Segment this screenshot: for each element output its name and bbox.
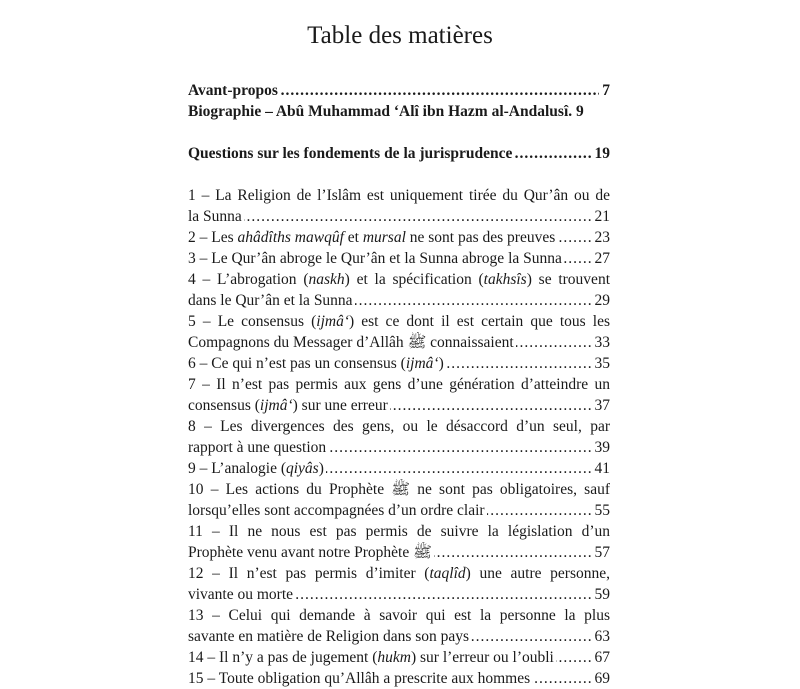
toc-entry-text: consensus (ijmâ‘) sur une erreur <box>188 397 388 414</box>
toc-entry-label: Biographie – Abû Muhammad ‘Alî ibn Hazm al-Andalusî. <box>188 103 573 120</box>
toc-entry-text: 14 – Il n’y a pas de jugement (hukm) sur l’erreur ou l’oubli <box>188 649 554 666</box>
toc-entry-text: 5 – Le consensus (ijmâ‘) est ce dont il est certain que tous les <box>188 313 610 330</box>
toc-entry-text: 13 – Celui qui demande à savoir qui est la personne la plus <box>188 607 610 624</box>
toc-entry-3[interactable] <box>188 248 610 269</box>
toc-entry-text: 1 – La Religion de l’Islâm est uniquement tirée du Qur’ân ou de <box>188 187 610 204</box>
toc-entry-10-line2[interactable] <box>188 500 610 521</box>
toc-entry-9[interactable] <box>188 458 610 479</box>
toc-entry-text: 6 – Ce qui n’est pas un consensus (ijmâ‘) <box>188 355 444 372</box>
toc-page-number: 39 <box>592 437 611 458</box>
toc-entry-14[interactable] <box>188 647 610 668</box>
toc-entry-text: vivante ou morte <box>188 586 294 603</box>
toc-entry-8-line1[interactable] <box>188 416 610 437</box>
toc-page-number: 7 <box>599 80 610 101</box>
toc-page-number: 57 <box>592 542 611 563</box>
toc-entry-12-line2[interactable] <box>188 584 610 605</box>
toc-entry-questions[interactable] <box>188 143 610 164</box>
toc-entry-text: 4 – L’abrogation (naskh) et la spécification (takhsîs) se trouvent <box>188 271 610 288</box>
toc-entry-4-line1[interactable] <box>188 269 610 290</box>
toc-entry-1-line1[interactable] <box>188 185 610 206</box>
toc-entry-text: 7 – Il n’est pas permis aux gens d’une génération d’atteindre un <box>188 376 610 393</box>
toc-entry-text: 15 – Toute obligation qu’Allâh a prescrite aux hommes <box>188 670 531 687</box>
toc-entry-text: 11 – Il ne nous est pas permis de suivre la législation d’un <box>188 523 610 540</box>
toc-page-number: 59 <box>592 584 611 605</box>
toc-page-number: 29 <box>592 290 611 311</box>
toc-page-number: 27 <box>592 248 611 269</box>
toc-entry-text: 12 – Il n’est pas permis d’imiter (taqlîd) une autre personne, <box>188 565 610 582</box>
toc-entry-10-line1[interactable] <box>188 479 610 500</box>
toc-entry-avant-propos[interactable] <box>188 80 610 101</box>
toc-entry-text: 3 – Le Qur’ân abroge le Qur’ân et la Sunna abroge la Sunna <box>188 250 562 267</box>
toc-entry-6[interactable] <box>188 353 610 374</box>
toc-entry-11-line2[interactable] <box>188 542 610 563</box>
toc-entry-1-line2[interactable] <box>188 206 610 227</box>
toc-page-number: 21 <box>592 206 611 227</box>
toc-page-number: 55 <box>592 500 611 521</box>
toc-entry-15[interactable] <box>188 668 610 689</box>
toc-page-number: 23 <box>592 227 611 248</box>
toc-entry-text: 10 – Les actions du Prophète ﷺ ne sont pas obligatoires, sauf <box>188 481 610 498</box>
toc-entry-text: dans le Qur’ân et la Sunna <box>188 292 353 309</box>
toc-entry-8-line2[interactable] <box>188 437 610 458</box>
toc-entry-text: 8 – Les divergences des gens, ou le désaccord d’un seul, par <box>188 418 610 435</box>
toc-entry-13-line1[interactable] <box>188 605 610 626</box>
toc-entry-4-line2[interactable] <box>188 290 610 311</box>
toc-entry-text: savante en matière de Religion dans son pays <box>188 628 470 645</box>
toc-entry-7-line2[interactable] <box>188 395 610 416</box>
page-title: Table des matières <box>307 22 493 49</box>
toc-page-number: 9 <box>576 103 584 120</box>
toc-entry-text: 9 – L’analogie (qiyâs) <box>188 460 324 477</box>
toc-entry-text: Compagnons du Messager d’Allâh ﷺ connaissaient <box>188 334 514 351</box>
toc-page-number: 35 <box>592 353 611 374</box>
toc-entry-label: Avant-propos <box>188 82 278 99</box>
toc-entry-text: la Sunna <box>188 208 242 225</box>
toc-entry-12-line1[interactable] <box>188 563 610 584</box>
toc-page-number: 37 <box>592 395 611 416</box>
toc-entry-2[interactable] <box>188 227 610 248</box>
toc-entry-5-line1[interactable] <box>188 311 610 332</box>
toc-entry-text: rapport à une question <box>188 439 327 456</box>
toc-page-number: 33 <box>592 332 611 353</box>
toc-entry-13-line2[interactable] <box>188 626 610 647</box>
toc-entry-11-line1[interactable] <box>188 521 610 542</box>
toc-entry-biographie[interactable] <box>188 101 610 122</box>
toc-page-number: 67 <box>592 647 611 668</box>
toc-entry-text: Prophète venu avant notre Prophète ﷺ <box>188 544 432 561</box>
toc-page-number: 63 <box>592 626 611 647</box>
toc-page-number: 41 <box>592 458 611 479</box>
toc-entry-7-line1[interactable] <box>188 374 610 395</box>
toc-page-number: 69 <box>592 668 611 689</box>
toc-entry-label: Questions sur les fondements de la jurisprudence <box>188 145 513 162</box>
toc-entry-text: 2 – Les ahâdîths mawqûf et mursal ne sont pas des preuves <box>188 229 556 246</box>
toc-page-number: 19 <box>592 143 611 164</box>
toc-entry-text: lorsqu’elles sont accompagnées d’un ordre clair <box>188 502 485 519</box>
toc-entry-5-line2[interactable] <box>188 332 610 353</box>
